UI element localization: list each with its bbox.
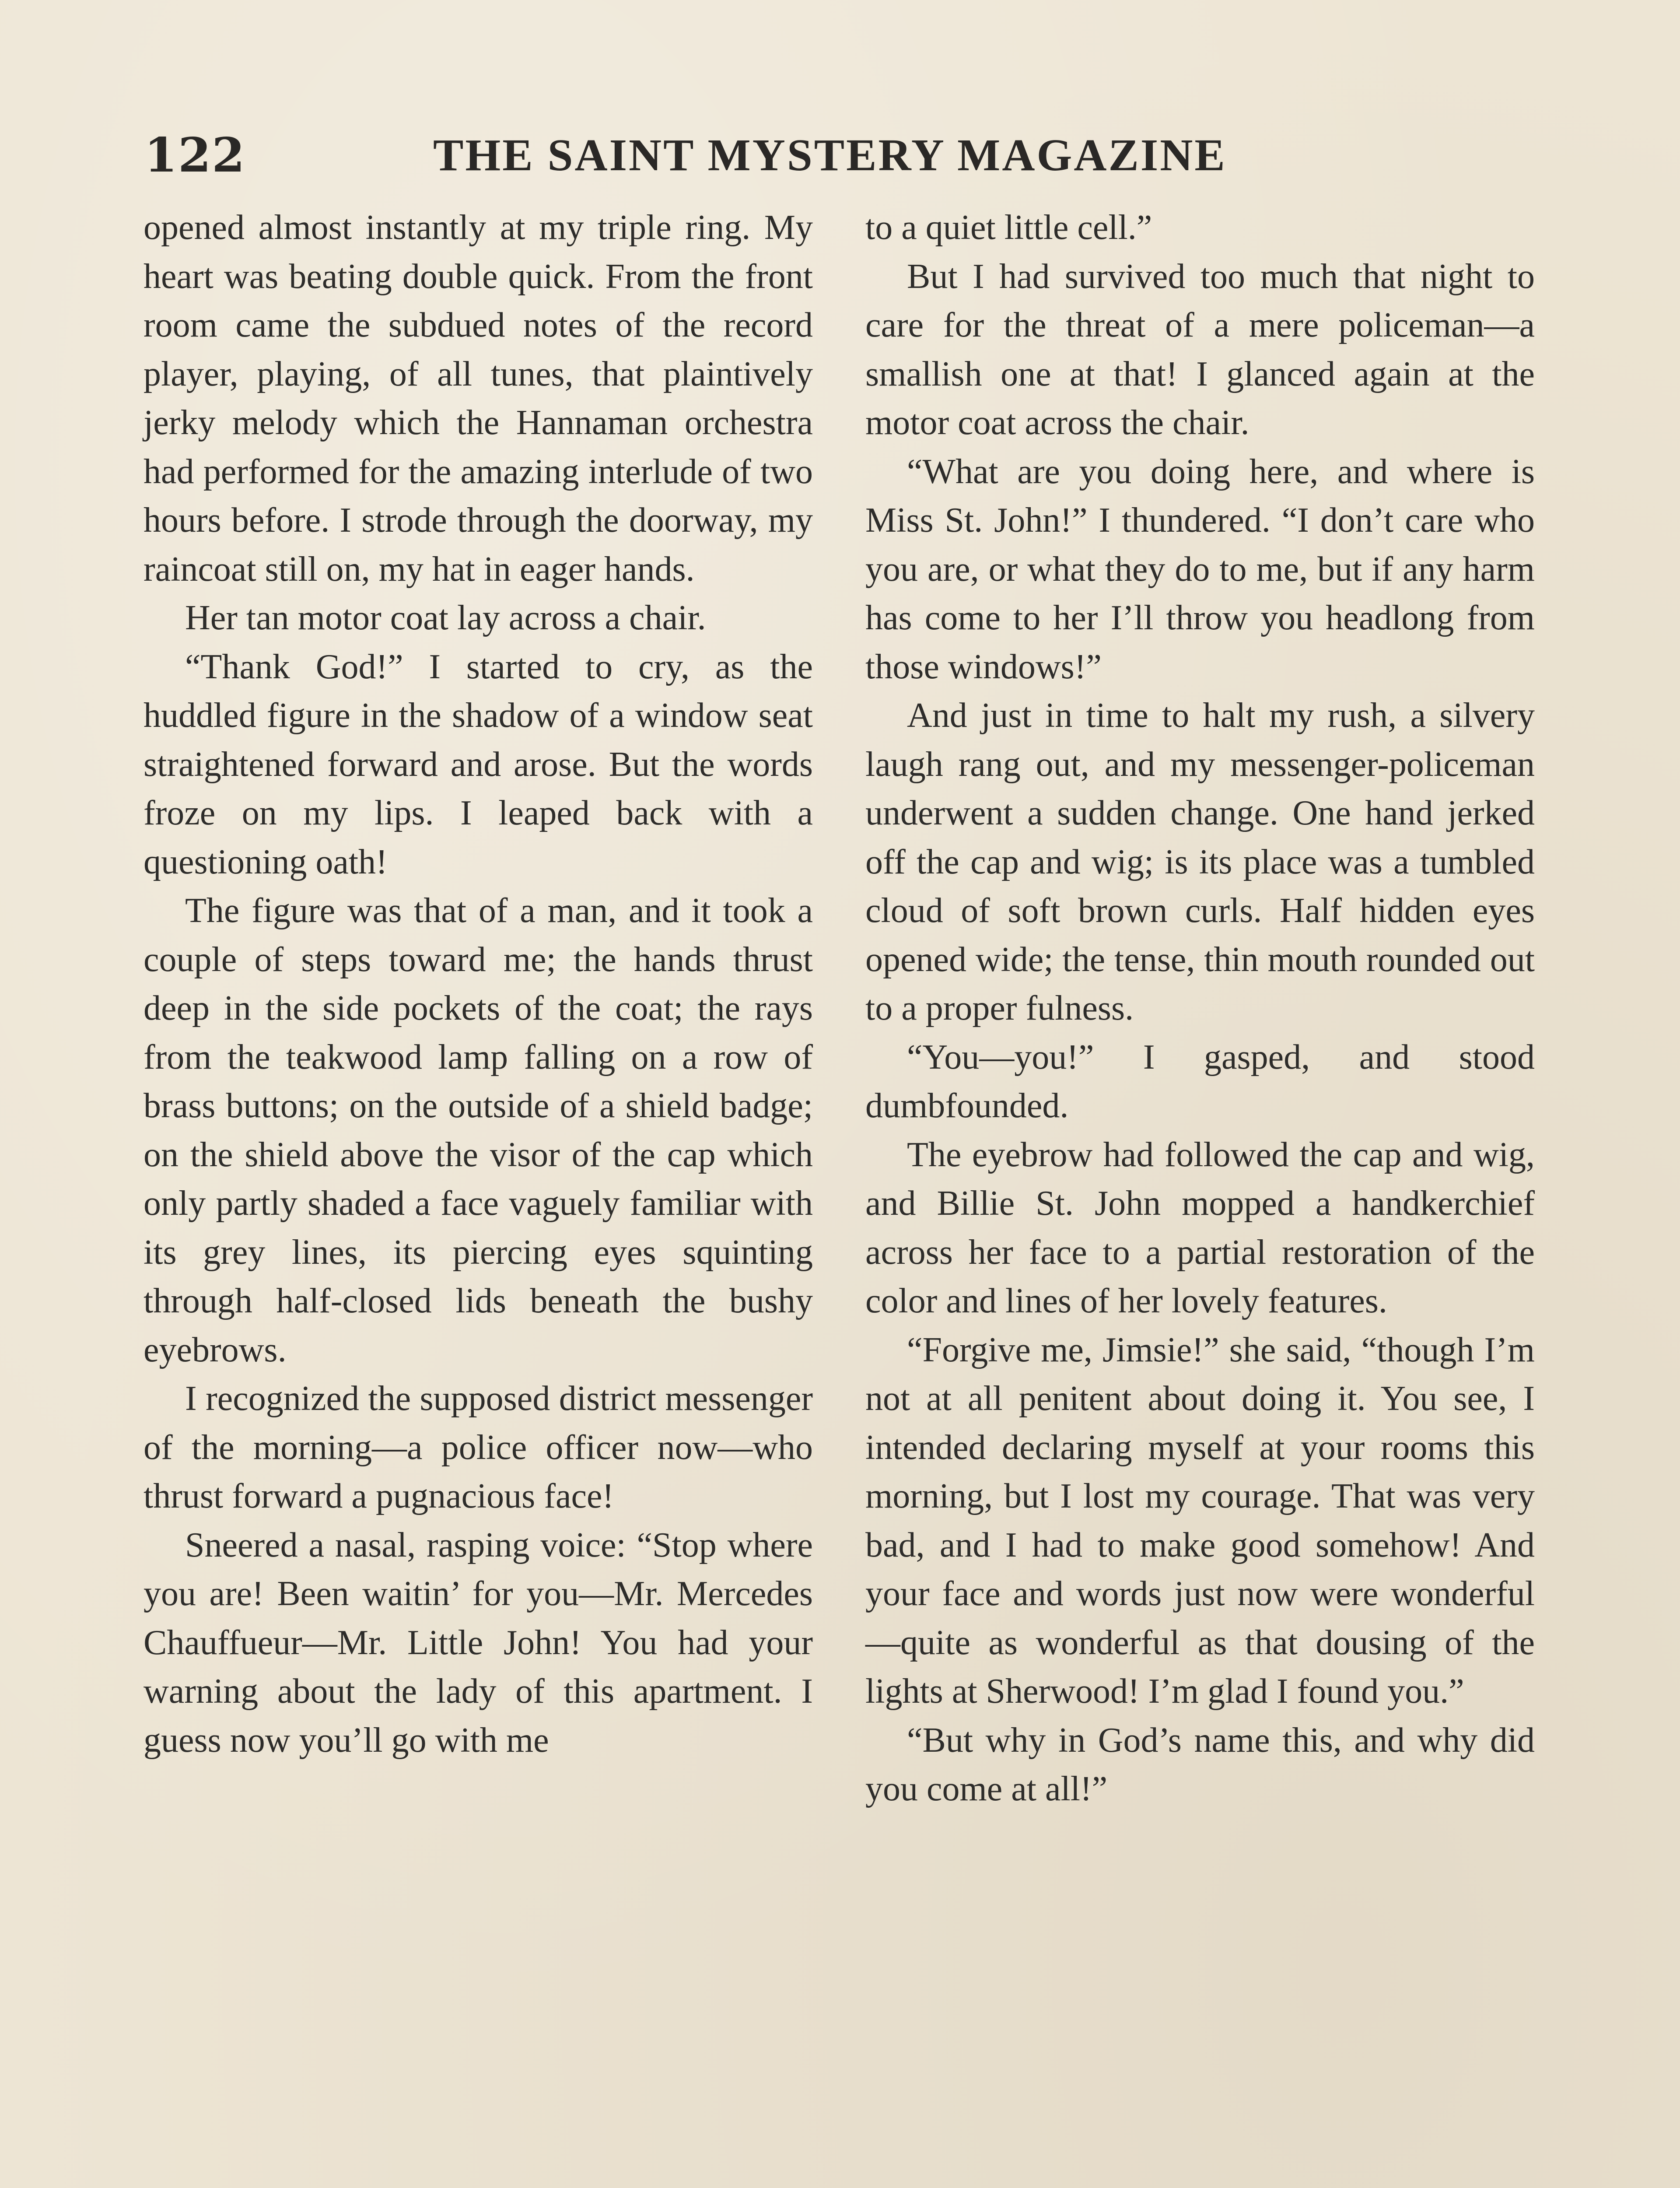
page-header xyxy=(144,127,1238,193)
paragraph: But I had survived too much that night to care for the threat of a mere policeman—a smallish one at that! I glanced again at the motor coat across the chair. xyxy=(865,257,1535,442)
paragraph: Sneered a nasal, rasping voice: “Stop where you are! Been waitin’ for you—Mr. Mercedes Chauffueur—Mr. Little John! You had your warning about the lady of this apartment. I guess now you’ll go with me xyxy=(144,1525,813,1760)
left-column xyxy=(144,203,813,1765)
right-column xyxy=(865,203,1535,1814)
paragraph: I recognized the supposed district messenger of the morning—a police officer now—who thrust forward a pugnacious face! xyxy=(144,1379,813,1515)
paragraph: to a quiet little cell.” xyxy=(865,208,1152,247)
paragraph: And just in time to halt my rush, a silvery laugh rang out, and my messenger-policeman underwent a sudden change. One hand jerked off the cap and wig; is its place was a tumbled cloud of soft brown curls. Half hidden eyes opened wide; the tense, thin mouth rounded out to a proper fulness. xyxy=(865,696,1535,1027)
paragraph: “But why in God’s name this, and why did you come at all!” xyxy=(865,1721,1535,1808)
paragraph: The eyebrow had followed the cap and wig, and Billie St. John mopped a handkerchief across her face to a partial restoration of the color and lines of her lovely features. xyxy=(865,1135,1535,1320)
paragraph: The figure was that of a man, and it took a couple of steps toward me; the hands thrust deep in the side pockets of the coat; the rays from the teakwood lamp falling on a row of brass buttons; on the outside of a shield badge; on the shield above the visor of the cap which only partly shaded a face vaguely familiar with its grey lines, its piercing eyes squinting through half-closed lids beneath the bushy eyebrows. xyxy=(144,891,813,1369)
paragraph: “Forgive me, Jimsie!” she said, “though I’m not at all penitent about doing it. You see, I intended declaring myself at your rooms this morning, but I lost my courage. That was very bad, and I had to make good somehow! And your face and words just now were wonderful—quite as wonderful as that dousing of the lights at Sherwood! I’m glad I found you.” xyxy=(865,1330,1535,1711)
paragraph: “What are you doing here, and where is Miss St. John!” I thundered. “I don’t care who you are, or what they do to me, but if any harm has come to her I’ll throw you headlong from those windows!” xyxy=(865,452,1535,686)
magazine-title: THE SAINT MYSTERY MAGAZINE xyxy=(433,130,1227,180)
paragraph: “Thank God!” I started to cry, as the huddled figure in the shadow of a window seat straightened forward and arose. But the words froze on my lips. I leaped back with a questioning oath! xyxy=(144,647,813,881)
paragraph: Her tan motor coat lay across a chair. xyxy=(185,599,706,637)
paragraph: “You—you!” I gasped, and stood dumbfounded. xyxy=(865,1038,1535,1125)
page-number: 122 xyxy=(144,128,246,183)
paragraph: opened almost instantly at my triple ring. My heart was beating double quick. From the front room came the subdued notes of the record player, playing, of all tunes, that plaintively jerky melody which the Hannaman orchestra had performed for the amazing interlude of two hours before. I strode through the doorway, my raincoat still on, my hat in eager hands. xyxy=(144,208,813,589)
